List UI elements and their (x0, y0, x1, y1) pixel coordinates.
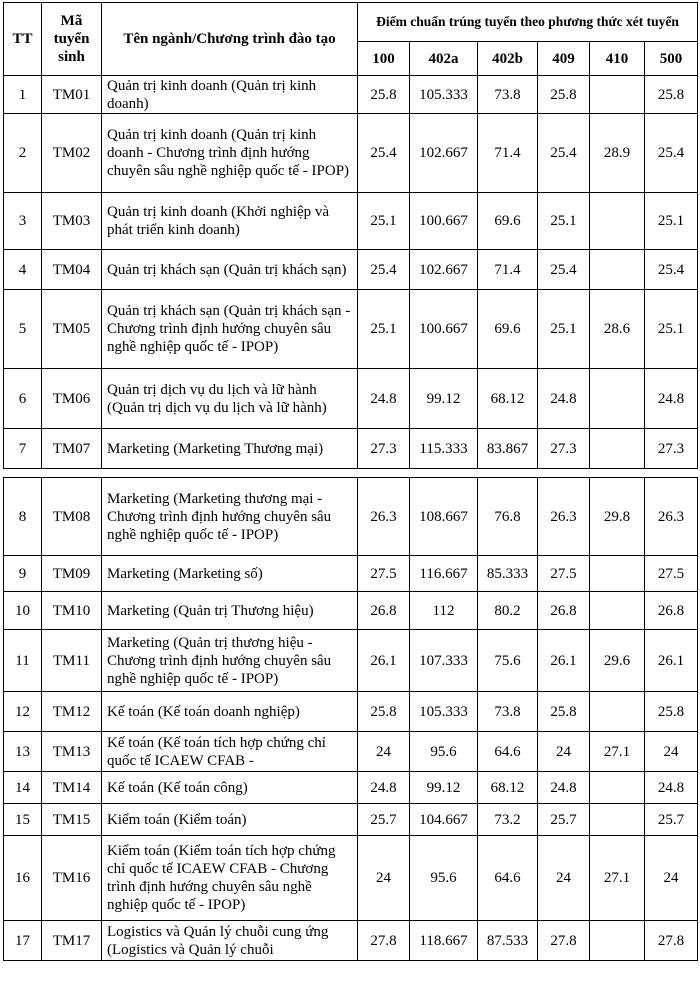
program-name: Logistics và Quản lý chuỗi cung ứng (Logistics và Quản lý chuỗi (102, 921, 358, 961)
score-cell: 99.12 (410, 369, 478, 429)
score-cell: 24.8 (358, 772, 410, 804)
score-cell: 95.6 (410, 732, 478, 772)
program-name: Kiểm toán (Kiểm toán) (102, 804, 358, 836)
score-cell: 85.333 (478, 556, 538, 592)
score-cell: 24.8 (645, 772, 698, 804)
program-name: Kế toán (Kế toán tích hợp chứng chỉ quốc tế ICAEW CFAB - (102, 732, 358, 772)
score-cell: 25.4 (358, 114, 410, 193)
score-cell: 24 (538, 732, 590, 772)
score-cell: 24.8 (538, 369, 590, 429)
score-cell: 27.5 (645, 556, 698, 592)
score-cell: 25.4 (645, 114, 698, 193)
score-cell: 25.4 (538, 114, 590, 193)
program-code: TM06 (42, 369, 102, 429)
score-cell: 26.1 (538, 630, 590, 692)
row-number: 8 (4, 478, 42, 556)
score-cell: 24 (538, 836, 590, 921)
code-header: Mã tuyển sinh (42, 3, 102, 76)
score-cell: 27.5 (538, 556, 590, 592)
score-cell: 100.667 (410, 193, 478, 250)
score-cell: 99.12 (410, 772, 478, 804)
score-cell: 27.1 (590, 732, 645, 772)
program-name: Kiểm toán (Kiểm toán tích hợp chứng chỉ quốc tế ICAEW CFAB - Chương trình định hướng chuyên sâu nghề nghiệp quốc tế - IPOP) (102, 836, 358, 921)
score-cell: 25.1 (358, 193, 410, 250)
score-cell: 26.8 (358, 592, 410, 630)
table-row (4, 630, 698, 692)
score-cell (590, 429, 645, 469)
score-cell: 25.1 (538, 193, 590, 250)
score-cell: 73.8 (478, 692, 538, 732)
row-number: 7 (4, 429, 42, 469)
method-header: 100 (358, 42, 410, 76)
score-cell (590, 772, 645, 804)
score-cell: 24 (645, 732, 698, 772)
row-number: 9 (4, 556, 42, 592)
program-name: Marketing (Quản trị Thương hiệu) (102, 592, 358, 630)
table-row (4, 193, 698, 250)
program-name: Quản trị khách sạn (Quản trị khách sạn) (102, 250, 358, 290)
program-code: TM03 (42, 193, 102, 250)
score-cell: 27.3 (645, 429, 698, 469)
program-code: TM09 (42, 556, 102, 592)
program-code: TM04 (42, 250, 102, 290)
row-number: 12 (4, 692, 42, 732)
program-code: TM15 (42, 804, 102, 836)
score-cell: 24 (645, 836, 698, 921)
score-cell: 26.3 (358, 478, 410, 556)
program-code: TM05 (42, 290, 102, 369)
table-row (4, 692, 698, 732)
score-cell: 25.7 (358, 804, 410, 836)
score-cell (590, 76, 645, 114)
admission-score-table-part2 (3, 477, 698, 961)
score-cell: 24 (358, 732, 410, 772)
score-cell (590, 804, 645, 836)
score-group-header: Điểm chuẩn trúng tuyển theo phương thức xét tuyển (358, 3, 698, 42)
program-code: TM14 (42, 772, 102, 804)
score-cell: 102.667 (410, 250, 478, 290)
score-cell: 25.8 (645, 76, 698, 114)
score-cell: 26.1 (645, 630, 698, 692)
program-header: Tên ngành/Chương trình đào tạo (102, 3, 358, 76)
score-cell: 25.7 (538, 804, 590, 836)
program-code: TM07 (42, 429, 102, 469)
program-name: Quản trị kinh doanh (Khởi nghiệp và phát triển kinh doanh) (102, 193, 358, 250)
row-number: 3 (4, 193, 42, 250)
program-name: Quản trị kinh doanh (Quản trị kinh doanh - Chương trình định hướng chuyên sâu nghề nghiệp quốc tế - IPOP) (102, 114, 358, 193)
score-cell: 27.8 (645, 921, 698, 961)
score-cell: 69.6 (478, 193, 538, 250)
table-row (4, 478, 698, 556)
score-cell: 25.8 (645, 692, 698, 732)
table-row (4, 556, 698, 592)
score-cell: 25.1 (645, 193, 698, 250)
table-row (4, 250, 698, 290)
method-header: 402b (478, 42, 538, 76)
score-cell: 104.667 (410, 804, 478, 836)
program-code: TM02 (42, 114, 102, 193)
score-cell: 105.333 (410, 692, 478, 732)
score-cell: 115.333 (410, 429, 478, 469)
row-number: 11 (4, 630, 42, 692)
score-cell: 71.4 (478, 250, 538, 290)
score-cell: 105.333 (410, 76, 478, 114)
row-number: 1 (4, 76, 42, 114)
row-number: 13 (4, 732, 42, 772)
method-header: 500 (645, 42, 698, 76)
row-number: 16 (4, 836, 42, 921)
table-row (4, 921, 698, 961)
score-cell: 100.667 (410, 290, 478, 369)
score-cell: 87.533 (478, 921, 538, 961)
score-cell: 25.8 (358, 76, 410, 114)
table-row (4, 114, 698, 193)
table-row (4, 836, 698, 921)
program-code: TM08 (42, 478, 102, 556)
score-cell: 69.6 (478, 290, 538, 369)
program-name: Quản trị dịch vụ du lịch và lữ hành (Quản trị dịch vụ du lịch và lữ hành) (102, 369, 358, 429)
score-cell: 25.8 (538, 76, 590, 114)
score-cell: 26.1 (358, 630, 410, 692)
table-row (4, 804, 698, 836)
score-cell: 24.8 (358, 369, 410, 429)
score-cell (590, 369, 645, 429)
score-cell: 80.2 (478, 592, 538, 630)
program-code: TM01 (42, 76, 102, 114)
score-cell: 27.3 (538, 429, 590, 469)
score-cell: 27.8 (358, 921, 410, 961)
score-cell: 25.4 (645, 250, 698, 290)
score-cell (590, 692, 645, 732)
score-cell: 108.667 (410, 478, 478, 556)
program-name: Marketing (Marketing số) (102, 556, 358, 592)
program-name: Marketing (Marketing Thương mại) (102, 429, 358, 469)
table-row (4, 592, 698, 630)
table-row (4, 76, 698, 114)
program-name: Kế toán (Kế toán doanh nghiệp) (102, 692, 358, 732)
score-cell: 24.8 (538, 772, 590, 804)
program-code: TM17 (42, 921, 102, 961)
score-cell: 27.5 (358, 556, 410, 592)
header-row (4, 3, 698, 42)
row-number: 4 (4, 250, 42, 290)
score-cell: 28.6 (590, 290, 645, 369)
table-row (4, 772, 698, 804)
row-number: 17 (4, 921, 42, 961)
program-name: Kế toán (Kế toán công) (102, 772, 358, 804)
score-cell: 75.6 (478, 630, 538, 692)
row-number: 15 (4, 804, 42, 836)
score-cell (590, 556, 645, 592)
score-cell: 102.667 (410, 114, 478, 193)
table-row (4, 732, 698, 772)
score-cell: 25.1 (645, 290, 698, 369)
program-code: TM11 (42, 630, 102, 692)
score-cell: 25.8 (538, 692, 590, 732)
score-cell: 25.4 (538, 250, 590, 290)
score-cell: 71.4 (478, 114, 538, 193)
score-cell: 64.6 (478, 836, 538, 921)
row-number: 2 (4, 114, 42, 193)
tt-header: TT (4, 3, 42, 76)
score-cell: 27.3 (358, 429, 410, 469)
score-cell: 29.8 (590, 478, 645, 556)
score-cell: 73.8 (478, 76, 538, 114)
program-code: TM13 (42, 732, 102, 772)
row-number: 14 (4, 772, 42, 804)
row-number: 6 (4, 369, 42, 429)
score-cell (590, 592, 645, 630)
score-cell: 76.8 (478, 478, 538, 556)
method-header: 409 (538, 42, 590, 76)
table-row (4, 290, 698, 369)
table-row (4, 369, 698, 429)
program-name: Marketing (Marketing thương mại - Chương trình định hướng chuyên sâu nghề nghiệp quốc tế - IPOP) (102, 478, 358, 556)
program-name: Quản trị kinh doanh (Quản trị kinh doanh) (102, 76, 358, 114)
score-cell: 73.2 (478, 804, 538, 836)
score-cell: 83.867 (478, 429, 538, 469)
program-code: TM10 (42, 592, 102, 630)
score-cell: 112 (410, 592, 478, 630)
method-header: 410 (590, 42, 645, 76)
score-cell: 26.8 (538, 592, 590, 630)
score-cell: 68.12 (478, 772, 538, 804)
score-cell: 64.6 (478, 732, 538, 772)
score-cell: 25.7 (645, 804, 698, 836)
table-row (4, 429, 698, 469)
score-cell: 68.12 (478, 369, 538, 429)
score-cell: 116.667 (410, 556, 478, 592)
score-cell: 25.1 (358, 290, 410, 369)
score-cell: 26.3 (538, 478, 590, 556)
score-cell: 27.1 (590, 836, 645, 921)
program-code: TM12 (42, 692, 102, 732)
score-cell: 27.8 (538, 921, 590, 961)
row-number: 5 (4, 290, 42, 369)
score-cell: 26.8 (645, 592, 698, 630)
score-cell (590, 193, 645, 250)
program-name: Quản trị khách sạn (Quản trị khách sạn - Chương trình định hướng chuyên sâu nghề nghiệp quốc tế - IPOP) (102, 290, 358, 369)
score-cell: 29.6 (590, 630, 645, 692)
method-header: 402a (410, 42, 478, 76)
score-cell: 118.667 (410, 921, 478, 961)
score-cell (590, 921, 645, 961)
score-cell: 25.8 (358, 692, 410, 732)
score-cell: 25.1 (538, 290, 590, 369)
score-cell: 95.6 (410, 836, 478, 921)
score-cell: 24.8 (645, 369, 698, 429)
score-cell: 24 (358, 836, 410, 921)
score-cell: 107.333 (410, 630, 478, 692)
score-cell: 28.9 (590, 114, 645, 193)
program-code: TM16 (42, 836, 102, 921)
score-cell (590, 250, 645, 290)
admission-score-table-part1 (3, 2, 698, 469)
row-number: 10 (4, 592, 42, 630)
score-cell: 25.4 (358, 250, 410, 290)
score-cell: 26.3 (645, 478, 698, 556)
program-name: Marketing (Quản trị thương hiệu - Chương trình định hướng chuyên sâu nghề nghiệp quốc tế - IPOP) (102, 630, 358, 692)
